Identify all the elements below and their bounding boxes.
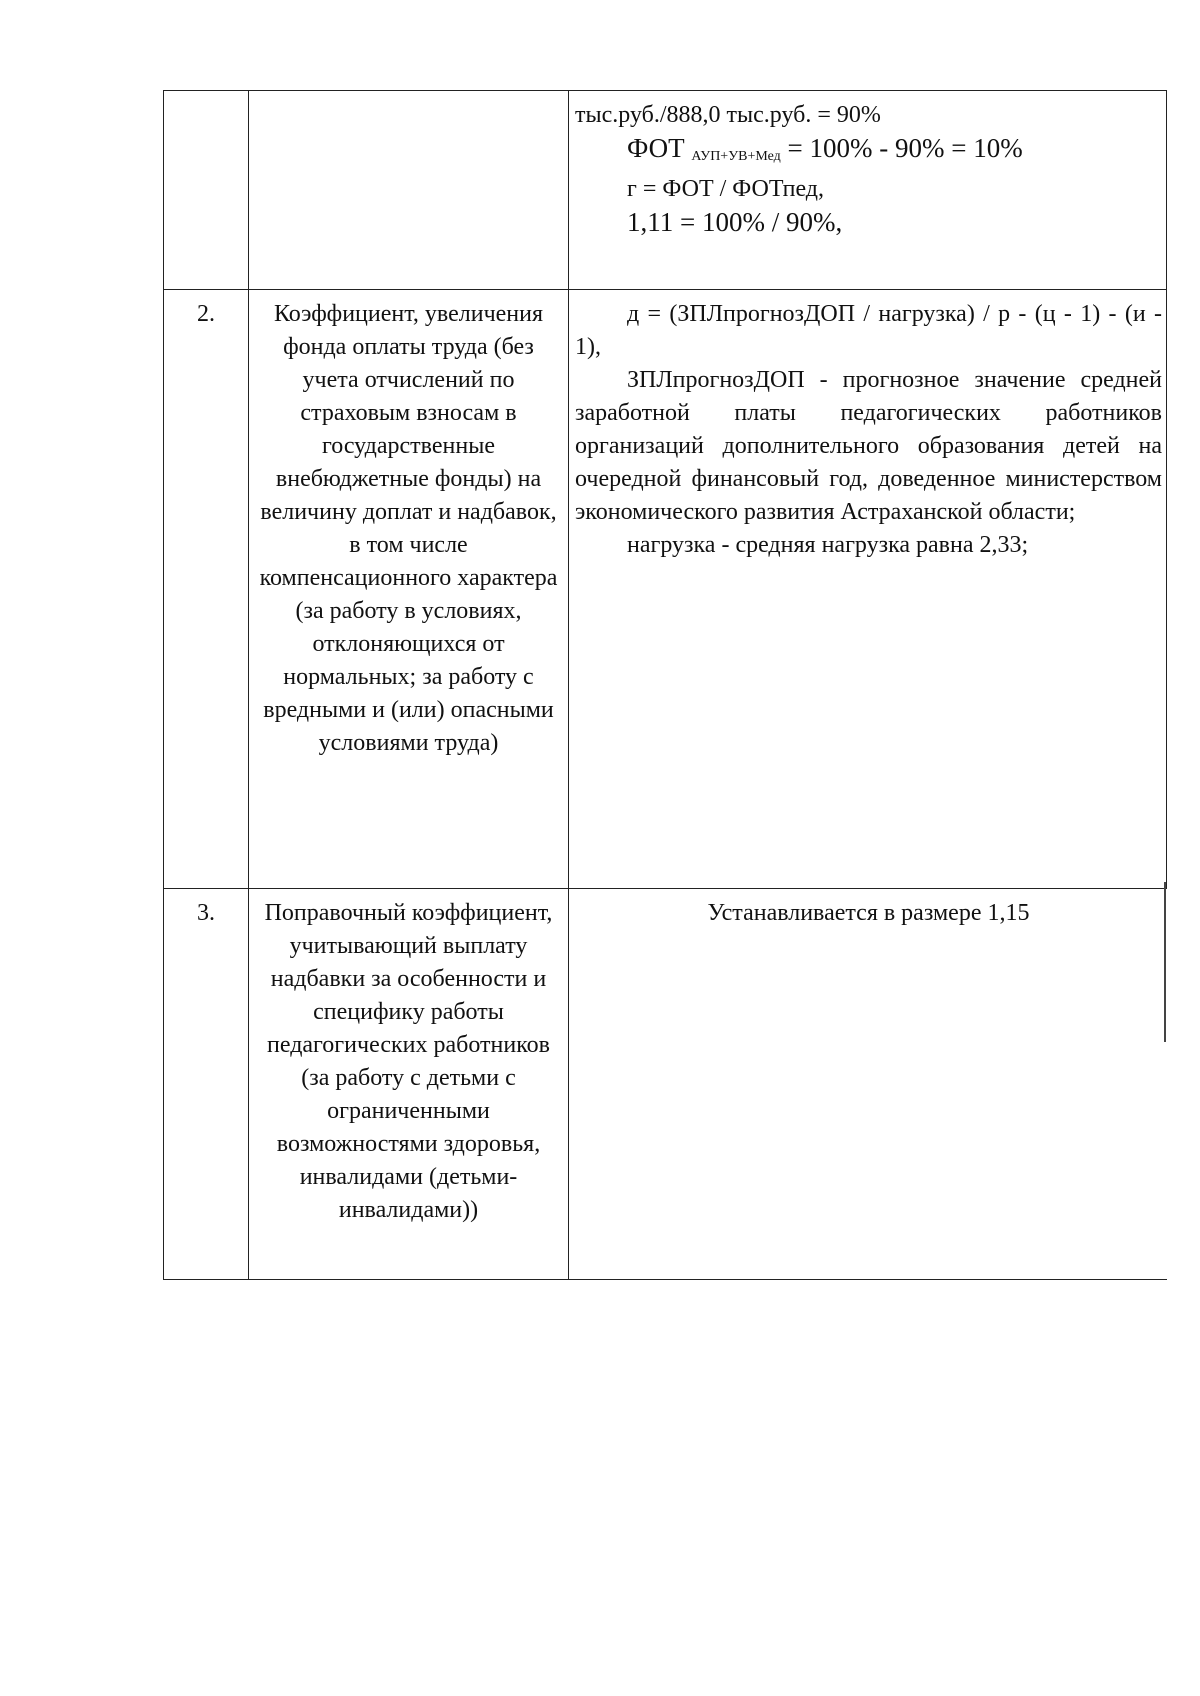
row-name-cell: Поправочный коэффициент, учитывающий выплату надбавки за особенности и специфику работы педагогических работников (за работу с детьми с ограниченными возможностями здоровья, инвалидами (детьми-инвалидами)) — [249, 889, 569, 1280]
row-description-cell — [569, 91, 1167, 290]
g-value-formula: 1,11 = 100% / 90%, — [627, 207, 843, 237]
row-number-cell: 2. — [164, 290, 249, 889]
row-number-cell — [164, 91, 249, 290]
table-row — [164, 290, 1167, 889]
table-row — [164, 889, 1167, 1280]
formula-continuation: тыс.руб./888,0 тыс.руб. = 90% — [575, 102, 881, 128]
fot-formula — [575, 132, 1162, 173]
load-definition: нагрузка - средняя нагрузка равна 2,33; — [627, 532, 1029, 558]
row-name-cell — [249, 91, 569, 290]
table-row — [164, 91, 1167, 290]
row-description-cell — [569, 889, 1167, 1280]
fot-value: = 100% - 90% = 10% — [780, 133, 1023, 163]
fot-label: ФОТ — [627, 133, 692, 163]
g-formula: г = ФОТ / ФОТпед, — [627, 176, 825, 202]
row-number-cell: 3. — [164, 889, 249, 1280]
scan-border-fragment — [1164, 882, 1166, 1042]
coefficients-table — [163, 90, 1167, 1280]
row-name-cell: Коэффициент, увеличения фонда оплаты труда (без учета отчислений по страховым взносам в государственные внебюджетные фонды) на величину доплат и надбавок, в том числе компенсационного характера (за работу в условиях, отклоняющихся от нормальных; за работу с вредными и (или) опасными условиями труда) — [249, 290, 569, 889]
zpl-definition: ЗПЛпрогнозДОП - прогнозное значение средней заработной платы педагогических работников организаций дополнительного образования детей на очередной финансовый год, доведенное министерством экономического развития Астраханской области; — [575, 367, 1162, 525]
d-formula: д = (ЗПЛпрогнозДОП / нагрузка) / р - (ц - 1) - (и - 1), — [575, 301, 1162, 360]
fot-subscript: АУП+УВ+Мед — [691, 149, 781, 164]
coefficient-value: Устанавливается в размере 1,15 — [707, 900, 1030, 926]
row-description-cell — [569, 290, 1167, 889]
